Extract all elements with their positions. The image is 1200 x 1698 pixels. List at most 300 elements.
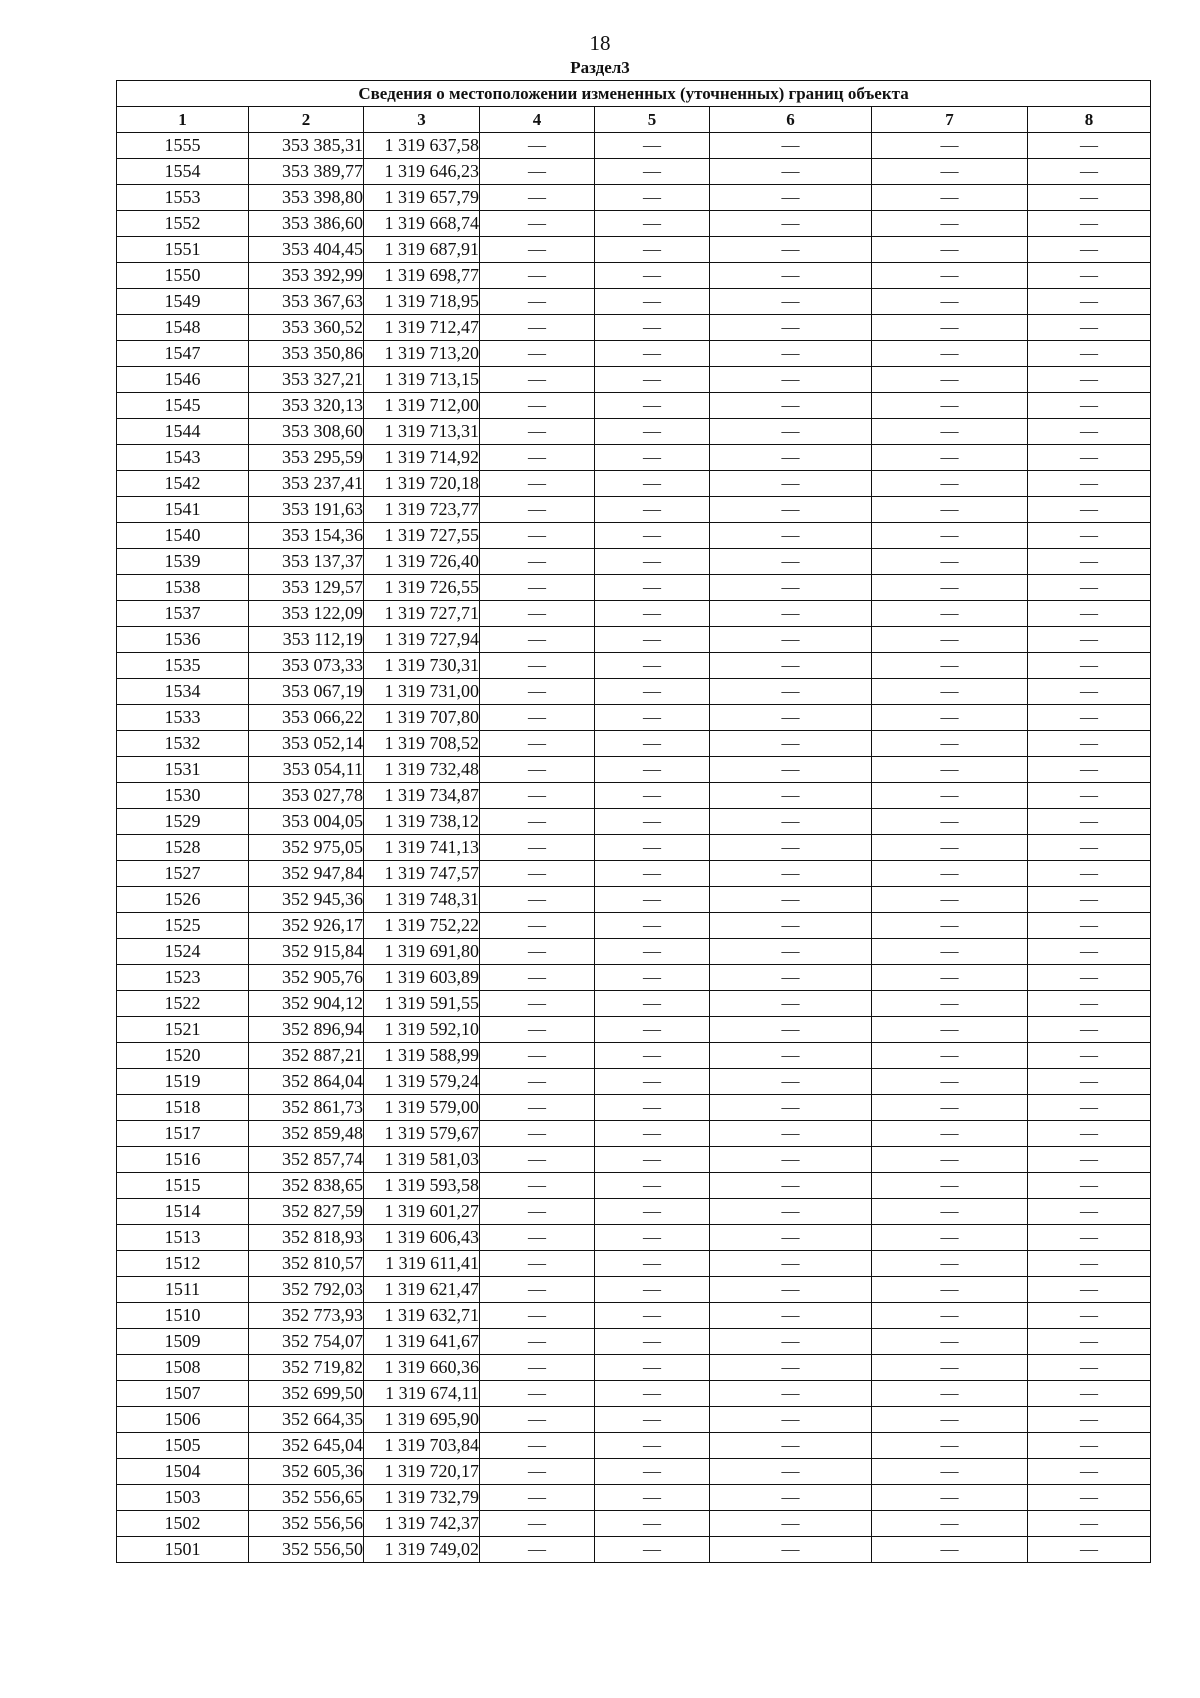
coordinate-y-cell: 1 319 592,10 [364, 1017, 480, 1043]
coordinate-x-cell: 352 838,65 [249, 1173, 364, 1199]
empty-dash-cell: — [710, 1277, 872, 1303]
empty-dash-cell: — [1028, 133, 1151, 159]
coordinate-x-cell: 352 556,56 [249, 1511, 364, 1537]
table-row [117, 1017, 1151, 1043]
table-row [117, 991, 1151, 1017]
table-row [117, 549, 1151, 575]
empty-dash-cell: — [1028, 809, 1151, 835]
point-number-cell: 1540 [117, 523, 249, 549]
table-row [117, 445, 1151, 471]
coordinate-y-cell: 1 319 632,71 [364, 1303, 480, 1329]
table-row [117, 1355, 1151, 1381]
point-number-cell: 1532 [117, 731, 249, 757]
empty-dash-cell: — [595, 263, 710, 289]
empty-dash-cell: — [480, 1095, 595, 1121]
point-number-cell: 1510 [117, 1303, 249, 1329]
empty-dash-cell: — [710, 757, 872, 783]
empty-dash-cell: — [480, 1381, 595, 1407]
table-row [117, 861, 1151, 887]
point-number-cell: 1526 [117, 887, 249, 913]
empty-dash-cell: — [710, 159, 872, 185]
table-row [117, 1407, 1151, 1433]
empty-dash-cell: — [872, 679, 1028, 705]
coordinate-y-cell: 1 319 727,55 [364, 523, 480, 549]
table-row [117, 705, 1151, 731]
point-number-cell: 1515 [117, 1173, 249, 1199]
empty-dash-cell: — [1028, 835, 1151, 861]
table-title-row [117, 81, 1151, 107]
coordinate-y-cell: 1 319 708,52 [364, 731, 480, 757]
empty-dash-cell: — [480, 1251, 595, 1277]
coordinate-x-cell: 353 054,11 [249, 757, 364, 783]
empty-dash-cell: — [710, 419, 872, 445]
point-number-cell: 1537 [117, 601, 249, 627]
point-number-cell: 1548 [117, 315, 249, 341]
empty-dash-cell: — [480, 939, 595, 965]
coordinate-x-cell: 352 887,21 [249, 1043, 364, 1069]
point-number-cell: 1529 [117, 809, 249, 835]
empty-dash-cell: — [480, 237, 595, 263]
point-number-cell: 1536 [117, 627, 249, 653]
empty-dash-cell: — [1028, 1485, 1151, 1511]
point-number-cell: 1541 [117, 497, 249, 523]
empty-dash-cell: — [1028, 575, 1151, 601]
empty-dash-cell: — [595, 575, 710, 601]
point-number-cell: 1534 [117, 679, 249, 705]
coordinate-x-cell: 353 295,59 [249, 445, 364, 471]
empty-dash-cell: — [595, 1043, 710, 1069]
empty-dash-cell: — [872, 731, 1028, 757]
empty-dash-cell: — [480, 1485, 595, 1511]
empty-dash-cell: — [710, 627, 872, 653]
empty-dash-cell: — [595, 549, 710, 575]
empty-dash-cell: — [872, 1303, 1028, 1329]
empty-dash-cell: — [480, 887, 595, 913]
empty-dash-cell: — [872, 861, 1028, 887]
empty-dash-cell: — [480, 367, 595, 393]
empty-dash-cell: — [480, 1511, 595, 1537]
point-number-cell: 1527 [117, 861, 249, 887]
empty-dash-cell: — [872, 1485, 1028, 1511]
coordinate-y-cell: 1 319 698,77 [364, 263, 480, 289]
empty-dash-cell: — [1028, 887, 1151, 913]
empty-dash-cell: — [872, 1199, 1028, 1225]
empty-dash-cell: — [710, 1199, 872, 1225]
empty-dash-cell: — [872, 419, 1028, 445]
coordinate-x-cell: 352 947,84 [249, 861, 364, 887]
coordinate-y-cell: 1 319 660,36 [364, 1355, 480, 1381]
empty-dash-cell: — [595, 1095, 710, 1121]
empty-dash-cell: — [710, 1043, 872, 1069]
empty-dash-cell: — [872, 913, 1028, 939]
empty-dash-cell: — [480, 419, 595, 445]
empty-dash-cell: — [710, 315, 872, 341]
coordinate-y-cell: 1 319 712,00 [364, 393, 480, 419]
empty-dash-cell: — [710, 1381, 872, 1407]
empty-dash-cell: — [1028, 1017, 1151, 1043]
empty-dash-cell: — [872, 341, 1028, 367]
coordinate-x-cell: 352 915,84 [249, 939, 364, 965]
empty-dash-cell: — [595, 159, 710, 185]
empty-dash-cell: — [710, 1485, 872, 1511]
empty-dash-cell: — [1028, 1043, 1151, 1069]
table-row [117, 757, 1151, 783]
empty-dash-cell: — [710, 1147, 872, 1173]
coordinate-x-cell: 352 926,17 [249, 913, 364, 939]
coordinate-x-cell: 352 861,73 [249, 1095, 364, 1121]
empty-dash-cell: — [872, 1121, 1028, 1147]
empty-dash-cell: — [872, 653, 1028, 679]
empty-dash-cell: — [595, 861, 710, 887]
table-row [117, 1485, 1151, 1511]
empty-dash-cell: — [595, 185, 710, 211]
coordinate-y-cell: 1 319 646,23 [364, 159, 480, 185]
empty-dash-cell: — [872, 575, 1028, 601]
coordinate-x-cell: 353 385,31 [249, 133, 364, 159]
coordinate-y-cell: 1 319 703,84 [364, 1433, 480, 1459]
empty-dash-cell: — [1028, 1251, 1151, 1277]
empty-dash-cell: — [872, 809, 1028, 835]
empty-dash-cell: — [872, 783, 1028, 809]
empty-dash-cell: — [872, 1329, 1028, 1355]
empty-dash-cell: — [710, 783, 872, 809]
empty-dash-cell: — [872, 991, 1028, 1017]
empty-dash-cell: — [1028, 1537, 1151, 1563]
coordinate-y-cell: 1 319 668,74 [364, 211, 480, 237]
point-number-cell: 1504 [117, 1459, 249, 1485]
table-row [117, 263, 1151, 289]
empty-dash-cell: — [595, 211, 710, 237]
point-number-cell: 1522 [117, 991, 249, 1017]
empty-dash-cell: — [1028, 1355, 1151, 1381]
empty-dash-cell: — [595, 1537, 710, 1563]
coordinate-x-cell: 352 556,50 [249, 1537, 364, 1563]
coordinate-y-cell: 1 319 588,99 [364, 1043, 480, 1069]
empty-dash-cell: — [872, 315, 1028, 341]
empty-dash-cell: — [1028, 1277, 1151, 1303]
empty-dash-cell: — [595, 1225, 710, 1251]
point-number-cell: 1545 [117, 393, 249, 419]
point-number-cell: 1502 [117, 1511, 249, 1537]
empty-dash-cell: — [595, 1069, 710, 1095]
column-header-1: 1 [117, 107, 249, 133]
section-label: Раздел3 [570, 58, 630, 77]
empty-dash-cell: — [872, 1069, 1028, 1095]
empty-dash-cell: — [710, 809, 872, 835]
point-number-cell: 1538 [117, 575, 249, 601]
empty-dash-cell: — [710, 471, 872, 497]
empty-dash-cell: — [872, 887, 1028, 913]
table-row [117, 1199, 1151, 1225]
coordinate-y-cell: 1 319 579,00 [364, 1095, 480, 1121]
table-row [117, 1511, 1151, 1537]
point-number-cell: 1547 [117, 341, 249, 367]
coordinate-y-cell: 1 319 621,47 [364, 1277, 480, 1303]
table-row [117, 1277, 1151, 1303]
empty-dash-cell: — [1028, 445, 1151, 471]
boundary-coordinates-table [116, 80, 1151, 1563]
point-number-cell: 1524 [117, 939, 249, 965]
table-row [117, 1537, 1151, 1563]
coordinate-x-cell: 353 327,21 [249, 367, 364, 393]
empty-dash-cell: — [480, 1277, 595, 1303]
coordinate-y-cell: 1 319 581,03 [364, 1147, 480, 1173]
table-row [117, 653, 1151, 679]
coordinate-x-cell: 353 350,86 [249, 341, 364, 367]
point-number-cell: 1503 [117, 1485, 249, 1511]
coordinate-y-cell: 1 319 720,17 [364, 1459, 480, 1485]
point-number-cell: 1533 [117, 705, 249, 731]
coordinate-y-cell: 1 319 687,91 [364, 237, 480, 263]
column-header-5: 5 [595, 107, 710, 133]
empty-dash-cell: — [872, 1225, 1028, 1251]
empty-dash-cell: — [872, 1251, 1028, 1277]
coordinate-y-cell: 1 319 691,80 [364, 939, 480, 965]
empty-dash-cell: — [1028, 1381, 1151, 1407]
table-row [117, 315, 1151, 341]
column-header-4: 4 [480, 107, 595, 133]
empty-dash-cell: — [595, 1459, 710, 1485]
empty-dash-cell: — [480, 1459, 595, 1485]
table-row [117, 835, 1151, 861]
empty-dash-cell: — [595, 1329, 710, 1355]
coordinate-x-cell: 353 191,63 [249, 497, 364, 523]
coordinate-x-cell: 352 645,04 [249, 1433, 364, 1459]
empty-dash-cell: — [872, 1147, 1028, 1173]
coordinate-y-cell: 1 319 713,20 [364, 341, 480, 367]
empty-dash-cell: — [480, 159, 595, 185]
empty-dash-cell: — [1028, 1173, 1151, 1199]
empty-dash-cell: — [710, 1017, 872, 1043]
empty-dash-cell: — [710, 913, 872, 939]
empty-dash-cell: — [710, 133, 872, 159]
empty-dash-cell: — [872, 627, 1028, 653]
empty-dash-cell: — [872, 289, 1028, 315]
empty-dash-cell: — [595, 653, 710, 679]
coordinate-x-cell: 353 073,33 [249, 653, 364, 679]
empty-dash-cell: — [480, 1433, 595, 1459]
point-number-cell: 1535 [117, 653, 249, 679]
empty-dash-cell: — [1028, 419, 1151, 445]
empty-dash-cell: — [480, 653, 595, 679]
empty-dash-cell: — [872, 523, 1028, 549]
table-row [117, 1173, 1151, 1199]
empty-dash-cell: — [1028, 289, 1151, 315]
empty-dash-cell: — [480, 133, 595, 159]
empty-dash-cell: — [1028, 783, 1151, 809]
empty-dash-cell: — [595, 679, 710, 705]
empty-dash-cell: — [480, 679, 595, 705]
coordinate-x-cell: 353 320,13 [249, 393, 364, 419]
empty-dash-cell: — [872, 1433, 1028, 1459]
table-row [117, 1381, 1151, 1407]
empty-dash-cell: — [710, 1459, 872, 1485]
empty-dash-cell: — [595, 445, 710, 471]
empty-dash-cell: — [872, 471, 1028, 497]
empty-dash-cell: — [872, 1355, 1028, 1381]
empty-dash-cell: — [710, 1329, 872, 1355]
empty-dash-cell: — [1028, 497, 1151, 523]
column-header-8: 8 [1028, 107, 1151, 133]
empty-dash-cell: — [710, 237, 872, 263]
point-number-cell: 1539 [117, 549, 249, 575]
table-body [117, 133, 1151, 1563]
coordinate-x-cell: 353 066,22 [249, 705, 364, 731]
point-number-cell: 1506 [117, 1407, 249, 1433]
empty-dash-cell: — [872, 237, 1028, 263]
empty-dash-cell: — [1028, 731, 1151, 757]
empty-dash-cell: — [1028, 1225, 1151, 1251]
coordinate-y-cell: 1 319 732,48 [364, 757, 480, 783]
empty-dash-cell: — [872, 1381, 1028, 1407]
coordinate-x-cell: 353 308,60 [249, 419, 364, 445]
table-row [117, 783, 1151, 809]
empty-dash-cell: — [872, 133, 1028, 159]
empty-dash-cell: — [1028, 367, 1151, 393]
empty-dash-cell: — [480, 393, 595, 419]
empty-dash-cell: — [480, 757, 595, 783]
empty-dash-cell: — [595, 627, 710, 653]
point-number-cell: 1505 [117, 1433, 249, 1459]
point-number-cell: 1543 [117, 445, 249, 471]
point-number-cell: 1555 [117, 133, 249, 159]
table-row [117, 601, 1151, 627]
empty-dash-cell: — [1028, 1069, 1151, 1095]
coordinate-y-cell: 1 319 720,18 [364, 471, 480, 497]
table-row [117, 471, 1151, 497]
coordinate-y-cell: 1 319 657,79 [364, 185, 480, 211]
empty-dash-cell: — [595, 1147, 710, 1173]
point-number-cell: 1516 [117, 1147, 249, 1173]
empty-dash-cell: — [1028, 315, 1151, 341]
empty-dash-cell: — [595, 1355, 710, 1381]
point-number-cell: 1530 [117, 783, 249, 809]
empty-dash-cell: — [480, 783, 595, 809]
empty-dash-cell: — [710, 731, 872, 757]
coordinate-x-cell: 353 067,19 [249, 679, 364, 705]
empty-dash-cell: — [872, 1173, 1028, 1199]
empty-dash-cell: — [595, 1017, 710, 1043]
empty-dash-cell: — [595, 1173, 710, 1199]
empty-dash-cell: — [595, 1407, 710, 1433]
empty-dash-cell: — [872, 1277, 1028, 1303]
coordinate-y-cell: 1 319 747,57 [364, 861, 480, 887]
coordinate-x-cell: 353 122,09 [249, 601, 364, 627]
empty-dash-cell: — [480, 913, 595, 939]
empty-dash-cell: — [710, 1121, 872, 1147]
empty-dash-cell: — [595, 1433, 710, 1459]
empty-dash-cell: — [710, 887, 872, 913]
coordinate-y-cell: 1 319 579,67 [364, 1121, 480, 1147]
point-number-cell: 1544 [117, 419, 249, 445]
empty-dash-cell: — [872, 965, 1028, 991]
empty-dash-cell: — [595, 913, 710, 939]
empty-dash-cell: — [872, 497, 1028, 523]
table-row [117, 1329, 1151, 1355]
empty-dash-cell: — [1028, 1329, 1151, 1355]
coordinate-y-cell: 1 319 749,02 [364, 1537, 480, 1563]
empty-dash-cell: — [595, 289, 710, 315]
table-row [117, 497, 1151, 523]
coordinate-x-cell: 352 864,04 [249, 1069, 364, 1095]
empty-dash-cell: — [480, 1355, 595, 1381]
empty-dash-cell: — [595, 1199, 710, 1225]
table-row [117, 1147, 1151, 1173]
empty-dash-cell: — [872, 1407, 1028, 1433]
empty-dash-cell: — [480, 965, 595, 991]
empty-dash-cell: — [1028, 185, 1151, 211]
empty-dash-cell: — [480, 289, 595, 315]
coordinate-y-cell: 1 319 748,31 [364, 887, 480, 913]
table-row [117, 1251, 1151, 1277]
empty-dash-cell: — [595, 835, 710, 861]
point-number-cell: 1546 [117, 367, 249, 393]
table-row [117, 1095, 1151, 1121]
empty-dash-cell: — [1028, 211, 1151, 237]
empty-dash-cell: — [1028, 939, 1151, 965]
point-number-cell: 1549 [117, 289, 249, 315]
empty-dash-cell: — [480, 575, 595, 601]
empty-dash-cell: — [480, 1069, 595, 1095]
point-number-cell: 1517 [117, 1121, 249, 1147]
table-title: Сведения о местоположении измененных (уточненных) границ объекта [117, 81, 1151, 107]
table-row [117, 341, 1151, 367]
table-row [117, 1225, 1151, 1251]
coordinate-y-cell: 1 319 579,24 [364, 1069, 480, 1095]
empty-dash-cell: — [1028, 471, 1151, 497]
empty-dash-cell: — [595, 419, 710, 445]
point-number-cell: 1507 [117, 1381, 249, 1407]
empty-dash-cell: — [1028, 757, 1151, 783]
empty-dash-cell: — [710, 575, 872, 601]
empty-dash-cell: — [872, 1511, 1028, 1537]
coordinate-x-cell: 353 404,45 [249, 237, 364, 263]
coordinate-y-cell: 1 319 713,31 [364, 419, 480, 445]
coordinate-x-cell: 352 664,35 [249, 1407, 364, 1433]
empty-dash-cell: — [710, 653, 872, 679]
empty-dash-cell: — [480, 835, 595, 861]
empty-dash-cell: — [480, 1303, 595, 1329]
empty-dash-cell: — [710, 1355, 872, 1381]
empty-dash-cell: — [595, 1251, 710, 1277]
table-row [117, 965, 1151, 991]
empty-dash-cell: — [595, 783, 710, 809]
coordinate-x-cell: 352 754,07 [249, 1329, 364, 1355]
coordinate-y-cell: 1 319 591,55 [364, 991, 480, 1017]
empty-dash-cell: — [710, 445, 872, 471]
coordinate-x-cell: 352 773,93 [249, 1303, 364, 1329]
empty-dash-cell: — [1028, 237, 1151, 263]
empty-dash-cell: — [480, 471, 595, 497]
coordinate-x-cell: 353 052,14 [249, 731, 364, 757]
empty-dash-cell: — [595, 367, 710, 393]
empty-dash-cell: — [872, 1459, 1028, 1485]
coordinate-y-cell: 1 319 718,95 [364, 289, 480, 315]
empty-dash-cell: — [595, 471, 710, 497]
coordinate-y-cell: 1 319 593,58 [364, 1173, 480, 1199]
empty-dash-cell: — [595, 237, 710, 263]
coordinate-y-cell: 1 319 734,87 [364, 783, 480, 809]
empty-dash-cell: — [595, 991, 710, 1017]
empty-dash-cell: — [710, 211, 872, 237]
point-number-cell: 1542 [117, 471, 249, 497]
coordinate-y-cell: 1 319 742,37 [364, 1511, 480, 1537]
empty-dash-cell: — [710, 705, 872, 731]
coordinate-x-cell: 352 556,65 [249, 1485, 364, 1511]
table-row [117, 1303, 1151, 1329]
empty-dash-cell: — [872, 211, 1028, 237]
empty-dash-cell: — [480, 549, 595, 575]
